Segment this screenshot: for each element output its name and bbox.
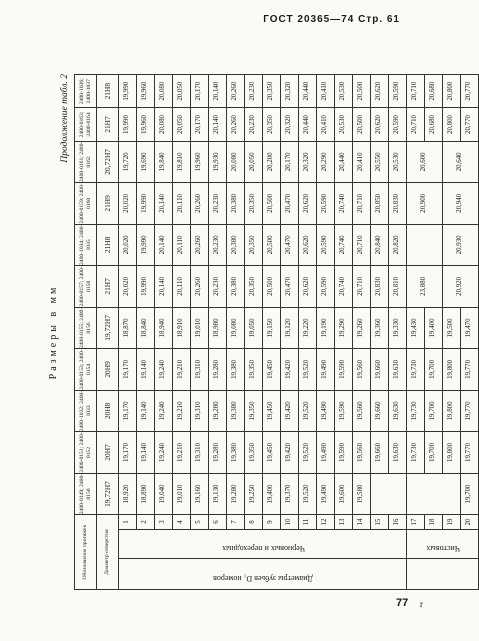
value-cell: 19,420	[281, 432, 299, 474]
value-cell: 19,140	[137, 432, 155, 474]
value-cell: 20,260	[191, 183, 209, 225]
value-cell: 19,560	[353, 349, 371, 391]
value-cell: 19,280	[209, 349, 227, 391]
value-cell: 20,140	[155, 224, 173, 266]
value-cell: 18,840	[137, 307, 155, 349]
value-cell: 19,370	[281, 473, 299, 515]
table-row	[191, 75, 209, 590]
value-cell: 20,500	[353, 75, 371, 108]
table-row	[119, 75, 137, 590]
value-cell: 19,520	[299, 349, 317, 391]
column-code: 2400-0155; 2400-0156	[75, 307, 97, 349]
value-cell	[371, 473, 407, 515]
value-cell: 19,240	[155, 432, 173, 474]
page-number: 77	[396, 597, 409, 609]
value-cell: 20,500	[353, 108, 371, 141]
value-cell: 20,020	[119, 224, 137, 266]
value-cell: 20,940	[443, 183, 479, 225]
value-cell: 20,020	[119, 266, 137, 308]
value-cell: 19,560	[353, 390, 371, 432]
value-cell: 19,520	[299, 473, 317, 515]
value-cell: 20,590	[317, 266, 335, 308]
table-row	[281, 75, 299, 590]
table-row	[227, 75, 245, 590]
value-cell: 20,410	[317, 108, 335, 141]
value-cell: 19,590	[335, 390, 353, 432]
column-grade: 20,72H7	[97, 141, 119, 183]
value-cell: 20,080	[155, 108, 173, 141]
value-cell: 19,720	[119, 141, 137, 183]
value-cell: 20,410	[353, 141, 371, 183]
column-grade: 21H8	[97, 224, 119, 266]
value-cell: 19,450	[263, 349, 281, 391]
value-cell: 19,190	[317, 307, 335, 349]
value-cell: 19,990	[137, 183, 155, 225]
value-cell: 20,500	[263, 266, 281, 308]
value-cell: 19,690	[137, 141, 155, 183]
column-grade: 21H7	[97, 266, 119, 308]
value-cell: 20,770	[461, 108, 479, 141]
value-cell: 19,010	[191, 307, 209, 349]
row-number: 3	[155, 515, 173, 530]
value-cell: 19,700	[425, 390, 443, 432]
value-cell: 19,840	[155, 141, 173, 183]
value-cell: 19,730	[407, 349, 425, 391]
value-cell: 20,710	[353, 183, 371, 225]
value-cell: 20,050	[245, 141, 263, 183]
value-cell: 19,520	[299, 432, 317, 474]
value-cell: 20,350	[245, 224, 263, 266]
value-cell: 20,050	[173, 75, 191, 108]
value-cell: 20,380	[227, 224, 245, 266]
value-cell: 19,450	[263, 432, 281, 474]
value-cell: 20,620	[299, 224, 317, 266]
value-cell: 20,710	[407, 108, 425, 141]
value-cell: 20,620	[371, 108, 389, 141]
value-cell: 20,590	[389, 75, 407, 108]
table-row	[209, 75, 227, 590]
value-cell	[407, 473, 461, 515]
value-cell: 19,420	[281, 349, 299, 391]
value-cell: 20,550	[371, 141, 389, 183]
value-cell: 19,310	[191, 349, 209, 391]
column-code: 2400-0159; 2400-0160	[75, 183, 97, 225]
row-number: 20	[461, 515, 479, 530]
value-cell: 20,260	[191, 224, 209, 266]
value-cell: 20,620	[299, 266, 317, 308]
value-cell: 19,730	[407, 390, 425, 432]
value-cell: 20,230	[209, 224, 227, 266]
value-cell: 19,210	[173, 349, 191, 391]
value-cell: 19,170	[119, 349, 137, 391]
value-cell: 20,770	[461, 75, 479, 108]
value-cell: 20,110	[173, 266, 191, 308]
value-cell: 19,960	[137, 108, 155, 141]
row-number: 11	[299, 515, 317, 530]
value-cell: 19,960	[137, 75, 155, 108]
row-number: 17	[407, 515, 425, 530]
table-row	[173, 75, 191, 590]
value-cell: 20,140	[155, 266, 173, 308]
value-cell: 19,280	[227, 473, 245, 515]
value-cell: 20,470	[281, 224, 299, 266]
column-grade: 21H8	[97, 75, 119, 108]
value-cell: 20,740	[335, 183, 353, 225]
value-cell: 20,850	[371, 183, 389, 225]
table-row	[407, 75, 425, 590]
value-cell: 20,470	[281, 183, 299, 225]
value-cell: 19,590	[335, 432, 353, 474]
finish-row-label	[407, 529, 479, 589]
value-cell: 20,680	[425, 108, 443, 141]
value-cell: 20,200	[263, 141, 281, 183]
value-cell: 19,990	[137, 266, 155, 308]
value-cell: 23,880	[407, 266, 443, 308]
value-cell: 20,600	[407, 141, 443, 183]
value-cell: 19,660	[371, 390, 389, 432]
value-cell: 19,220	[299, 307, 317, 349]
value-cell: 20,140	[155, 183, 173, 225]
value-cell: 19,700	[461, 473, 479, 515]
value-cell	[407, 224, 443, 266]
value-cell: 20,470	[281, 266, 299, 308]
value-cell: 19,360	[371, 307, 389, 349]
column-code: 2400-0151; 2400-0152	[75, 432, 97, 474]
value-cell: 20,230	[209, 266, 227, 308]
value-cell: 19,210	[173, 390, 191, 432]
value-cell: 20,320	[281, 108, 299, 141]
value-cell: 19,140	[137, 390, 155, 432]
value-cell: 20,440	[299, 108, 317, 141]
value-cell: 20,080	[227, 141, 245, 183]
value-cell: 20,170	[191, 75, 209, 108]
page-mark: r	[420, 599, 423, 609]
value-cell: 19,730	[407, 432, 425, 474]
group-divider	[407, 558, 478, 559]
value-cell: 19,130	[209, 473, 227, 515]
value-cell: 20,930	[443, 224, 479, 266]
value-cell: 19,380	[227, 349, 245, 391]
table-row	[137, 75, 155, 590]
row-number: 5	[191, 515, 209, 530]
value-cell: 19,800	[443, 349, 461, 391]
row-number: 9	[263, 515, 281, 530]
value-cell: 20,290	[317, 141, 335, 183]
value-cell: 19,160	[191, 473, 209, 515]
table-row	[299, 75, 317, 590]
value-cell: 19,040	[155, 473, 173, 515]
page-header: ГОСТ 20365—74 Стр. 61	[263, 14, 400, 25]
column-code: 2400-1034; 2400-1035	[75, 224, 97, 266]
value-cell: 19,590	[335, 349, 353, 391]
value-cell: 19,430	[407, 307, 425, 349]
table-row	[263, 75, 281, 590]
dimensions-table	[74, 74, 479, 590]
value-cell: 19,600	[335, 473, 353, 515]
value-cell: 18,980	[209, 307, 227, 349]
value-cell: 19,560	[353, 432, 371, 474]
value-cell: 20,710	[407, 75, 425, 108]
value-cell: 19,380	[227, 432, 245, 474]
value-cell: 18,920	[119, 473, 137, 515]
value-cell: 20,170	[281, 141, 299, 183]
value-cell: 19,310	[191, 390, 209, 432]
value-cell: 20,590	[317, 224, 335, 266]
value-cell: 19,450	[263, 390, 281, 432]
value-cell: 18,910	[173, 307, 191, 349]
row-number: 13	[335, 515, 353, 530]
table-row	[335, 75, 353, 590]
value-cell: 19,170	[119, 390, 137, 432]
value-cell: 19,660	[371, 432, 389, 474]
value-cell: 20,080	[155, 75, 173, 108]
value-cell: 18,870	[119, 307, 137, 349]
table-row	[317, 75, 335, 590]
value-cell: 19,930	[209, 141, 227, 183]
continuation-label: Продолжение табл. 2	[60, 74, 70, 163]
finish-label-text: Чистовых	[426, 543, 460, 553]
value-cell: 20,440	[335, 141, 353, 183]
value-cell: 20,900	[407, 183, 443, 225]
table-row	[353, 75, 371, 590]
value-cell: 20,680	[425, 75, 443, 108]
value-cell: 19,990	[119, 108, 137, 141]
value-cell: 20,350	[263, 108, 281, 141]
value-cell: 19,990	[137, 224, 155, 266]
value-cell: 19,700	[425, 432, 443, 474]
value-cell: 19,810	[173, 141, 191, 183]
value-cell: 19,280	[209, 390, 227, 432]
value-cell: 20,380	[227, 266, 245, 308]
value-cell: 20,110	[173, 224, 191, 266]
value-cell: 20,500	[263, 183, 281, 225]
value-cell: 19,330	[389, 307, 407, 349]
value-cell: 19,500	[443, 307, 461, 349]
value-cell: 20,230	[209, 183, 227, 225]
column-code: 2400-0149; 2400-0150	[75, 473, 97, 515]
designation-label: Обозначение протяжек	[75, 515, 97, 590]
value-cell: 19,240	[155, 390, 173, 432]
value-cell: 19,490	[317, 349, 335, 391]
column-code: 2400-0157; 2400-0158	[75, 266, 97, 308]
value-cell: 19,120	[281, 307, 299, 349]
value-cell: 19,630	[389, 349, 407, 391]
value-cell: 19,280	[209, 432, 227, 474]
value-cell: 20,920	[443, 266, 479, 308]
column-grade: 20H8	[97, 390, 119, 432]
value-cell: 20,350	[245, 266, 263, 308]
value-cell: 18,890	[137, 473, 155, 515]
table-row	[155, 75, 173, 590]
value-cell: 19,350	[245, 349, 263, 391]
value-cell: 20,740	[335, 224, 353, 266]
value-cell: 19,490	[317, 432, 335, 474]
value-cell: 19,630	[389, 432, 407, 474]
value-cell: 20,590	[389, 108, 407, 141]
header-row-grades	[97, 75, 119, 590]
value-cell: 20,350	[245, 183, 263, 225]
value-cell: 19,250	[245, 473, 263, 515]
row-number: 16	[389, 515, 407, 530]
group-divider	[119, 558, 406, 559]
row-number: 4	[173, 515, 191, 530]
value-cell: 20,800	[443, 108, 461, 141]
row-number: 15	[371, 515, 389, 530]
value-cell: 20,830	[389, 183, 407, 225]
value-cell: 19,350	[245, 390, 263, 432]
value-cell: 20,710	[353, 266, 371, 308]
value-cell: 19,260	[353, 307, 371, 349]
row-number: 7	[227, 515, 245, 530]
value-cell: 20,440	[299, 75, 317, 108]
value-cell: 19,990	[119, 75, 137, 108]
value-cell: 20,320	[281, 75, 299, 108]
value-cell: 20,590	[317, 183, 335, 225]
column-grade: 19,72H7	[97, 307, 119, 349]
rotated-table-block	[48, 74, 473, 590]
value-cell: 20,020	[119, 183, 137, 225]
header-row-codes	[75, 75, 97, 590]
value-cell: 19,050	[245, 307, 263, 349]
main-label-text: Диаметры зубьев D₁ номеров	[213, 573, 313, 583]
column-grade: 21H7	[97, 108, 119, 141]
value-cell: 19,490	[317, 473, 335, 515]
column-grade: 20H9	[97, 349, 119, 391]
value-cell: 20,110	[173, 183, 191, 225]
column-grade: 19,72H7	[97, 473, 119, 515]
value-cell: 19,800	[443, 432, 461, 474]
row-number: 2	[137, 515, 155, 530]
value-cell: 20,530	[335, 108, 353, 141]
value-cell: 20,500	[263, 224, 281, 266]
row-number: 19	[443, 515, 461, 530]
value-cell: 20,830	[371, 266, 389, 308]
value-cell: 20,530	[335, 75, 353, 108]
value-cell: 19,520	[299, 390, 317, 432]
row-number: 6	[209, 515, 227, 530]
value-cell: 20,800	[443, 75, 461, 108]
rough-label-text: Черновых и переходных	[221, 543, 305, 553]
table-row	[371, 75, 389, 590]
column-grade: 21H9	[97, 183, 119, 225]
value-cell: 19,770	[461, 349, 479, 391]
value-cell: 20,840	[371, 224, 389, 266]
value-cell: 20,170	[191, 108, 209, 141]
value-cell: 19,420	[281, 390, 299, 432]
value-cell: 20,620	[371, 75, 389, 108]
value-cell: 20,140	[209, 108, 227, 141]
value-cell: 19,140	[137, 349, 155, 391]
row-number: 8	[245, 515, 263, 530]
column-grade: 20H7	[97, 432, 119, 474]
value-cell: 19,150	[263, 307, 281, 349]
value-cell: 19,470	[461, 307, 479, 349]
row-number: 18	[425, 515, 443, 530]
value-cell: 20,410	[317, 75, 335, 108]
value-cell: 20,140	[209, 75, 227, 108]
value-cell: 20,620	[299, 183, 317, 225]
value-cell: 20,050	[173, 108, 191, 141]
value-cell: 20,260	[227, 75, 245, 108]
value-cell: 20,320	[299, 141, 317, 183]
value-cell: 19,660	[371, 349, 389, 391]
column-code: 2400-0153; 2400-0154	[75, 349, 97, 391]
table-row	[245, 75, 263, 590]
main-row-label	[119, 529, 407, 589]
value-cell: 20,820	[389, 224, 407, 266]
value-cell: 19,290	[335, 307, 353, 349]
diameter-label: Диаметр отверстия	[97, 515, 119, 590]
table-title: Размеры в мм	[48, 284, 59, 380]
column-code: 2400-0163; 2400-0164	[75, 108, 97, 141]
value-cell: 20,640	[443, 141, 479, 183]
value-cell: 20,260	[227, 108, 245, 141]
value-cell: 20,810	[389, 266, 407, 308]
row-number: 14	[353, 515, 371, 530]
value-cell: 19,080	[227, 307, 245, 349]
value-cell: 20,710	[353, 224, 371, 266]
value-cell: 19,770	[461, 432, 479, 474]
value-cell: 20,380	[227, 183, 245, 225]
value-cell: 19,630	[389, 390, 407, 432]
value-cell: 20,350	[263, 75, 281, 108]
value-cell: 19,210	[173, 432, 191, 474]
value-cell: 20,230	[245, 108, 263, 141]
value-cell: 20,230	[245, 75, 263, 108]
value-cell: 20,260	[191, 266, 209, 308]
value-cell: 19,240	[155, 349, 173, 391]
row-number: 10	[281, 515, 299, 530]
value-cell: 19,770	[461, 390, 479, 432]
value-cell: 19,350	[245, 432, 263, 474]
value-cell: 20,530	[389, 141, 407, 183]
row-number: 1	[119, 515, 137, 530]
value-cell: 19,580	[353, 473, 371, 515]
value-cell: 19,170	[119, 432, 137, 474]
value-cell: 19,490	[317, 390, 335, 432]
value-cell: 19,960	[191, 141, 209, 183]
column-code: 2400-1032; 2400-1033	[75, 390, 97, 432]
value-cell: 19,380	[227, 390, 245, 432]
column-code: 2400-0161; 2400-0162	[75, 141, 97, 183]
value-cell: 19,400	[425, 307, 443, 349]
value-cell: 19,010	[173, 473, 191, 515]
value-cell: 19,400	[263, 473, 281, 515]
value-cell: 18,940	[155, 307, 173, 349]
value-cell: 20,740	[335, 266, 353, 308]
column-code: 2400-1036; 2400-1037	[75, 75, 97, 108]
value-cell: 19,310	[191, 432, 209, 474]
value-cell: 19,800	[443, 390, 461, 432]
row-number: 12	[317, 515, 335, 530]
value-cell: 19,700	[425, 349, 443, 391]
